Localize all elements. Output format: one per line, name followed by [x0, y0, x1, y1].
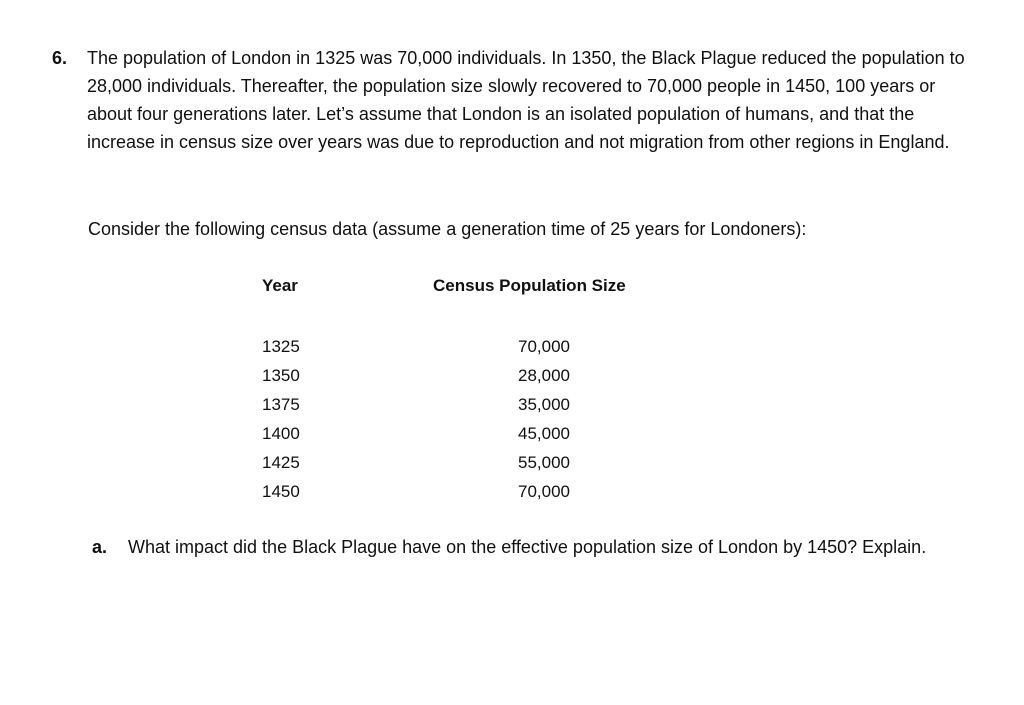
subquestion-letter: a.: [92, 537, 108, 557]
cell-year: 1450: [262, 482, 300, 501]
subquestion-a: [92, 533, 972, 561]
table-row: [262, 448, 602, 477]
cell-year: 1375: [262, 395, 300, 414]
table-row: [262, 419, 602, 448]
question-number: 6.: [52, 48, 68, 68]
cell-year: 1350: [262, 366, 300, 385]
cell-year: 1400: [262, 424, 300, 443]
table-row: [262, 477, 602, 506]
cell-population: 28,000: [518, 366, 570, 385]
header-population: Census Population Size: [433, 276, 626, 295]
question-6: [52, 44, 982, 156]
cell-population: 35,000: [518, 395, 570, 414]
cell-year: 1425: [262, 453, 300, 472]
question-text: The population of London in 1325 was 70,000 individuals. In 1350, the Black Plague reduced the population to 28,000 individuals. Thereafter, the population size slowly recovered to 70,000 people in 1450, 100 years or about four generations later. Let’s assume that London is an isolated population of humans, and that the increase in census size over years was due to reproduction and not migration from other regions in England.: [87, 48, 965, 152]
cell-population: 55,000: [518, 453, 570, 472]
table-row: [262, 361, 602, 390]
table-row: [262, 332, 602, 361]
table-row: [262, 390, 602, 419]
header-year: Year: [262, 276, 298, 295]
table-intro-text: Consider the following census data (assume a generation time of 25 years for Londoners):: [88, 219, 807, 239]
cell-population: 45,000: [518, 424, 570, 443]
cell-population: 70,000: [518, 482, 570, 501]
table-body: [262, 332, 602, 506]
subquestion-text: What impact did the Black Plague have on the effective population size of London by 1450? Explain.: [128, 537, 927, 557]
cell-population: 70,000: [518, 337, 570, 356]
cell-year: 1325: [262, 337, 300, 356]
